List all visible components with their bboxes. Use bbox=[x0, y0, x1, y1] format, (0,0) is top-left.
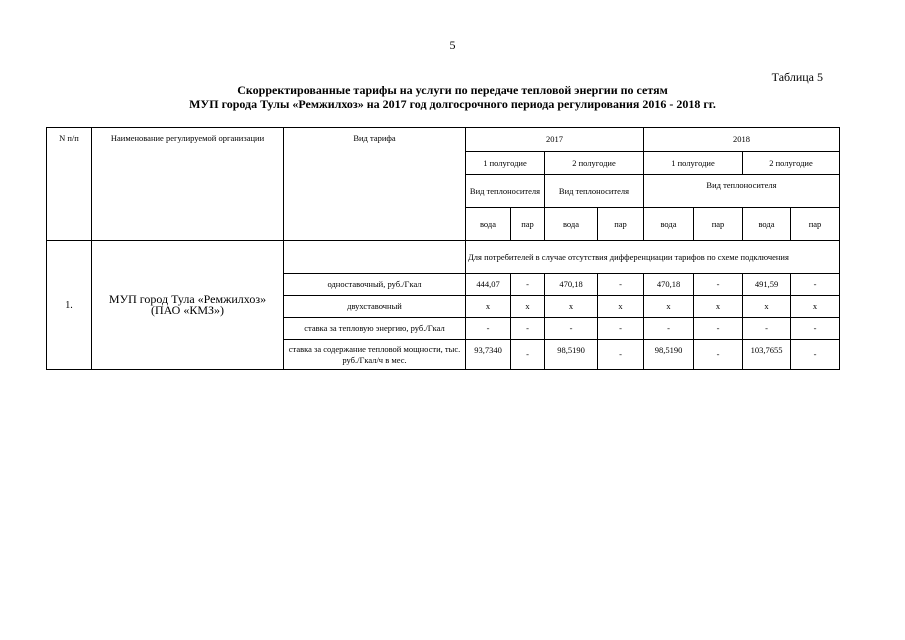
value-cell: - bbox=[466, 318, 511, 340]
value-cell: - bbox=[791, 274, 840, 296]
document-title bbox=[0, 83, 905, 111]
title-line-2: МУП города Тулы «Ремжилхоз» на 2017 год долгосрочного периода регулирования 2016 - 2018 гг. bbox=[189, 97, 716, 111]
header-2017-h2-carrier: Вид теплоносителя bbox=[545, 175, 644, 208]
value-cell: - bbox=[545, 318, 598, 340]
value-cell: x bbox=[598, 296, 644, 318]
header-2017-half-2: 2 полугодие bbox=[545, 152, 644, 175]
value-cell: - bbox=[694, 318, 743, 340]
organization-name bbox=[92, 241, 284, 370]
value-cell: - bbox=[644, 318, 694, 340]
value-cell: x bbox=[466, 296, 511, 318]
value-cell: - bbox=[511, 318, 545, 340]
header-steam: пар bbox=[694, 208, 743, 241]
consumer-note: Для потребителей в случае отсутствия дифференциации тарифов по схеме подключения bbox=[466, 241, 840, 274]
value-cell: - bbox=[511, 274, 545, 296]
value-cell: 98,5190 bbox=[545, 340, 598, 370]
header-steam: пар bbox=[791, 208, 840, 241]
value-cell: 98,5190 bbox=[644, 340, 694, 370]
row-number: 1. bbox=[47, 241, 92, 370]
tariff-label-single-rate: одноставочный, руб./Гкал bbox=[284, 274, 466, 296]
value-cell: x bbox=[511, 296, 545, 318]
header-2017-h1-carrier: Вид теплоносителя bbox=[466, 175, 545, 208]
organization-name-line-2: (ПАО «КМЗ») bbox=[150, 303, 225, 317]
value-cell: - bbox=[598, 318, 644, 340]
header-org-name: Наименование регулируемой организации bbox=[92, 128, 284, 241]
value-cell: - bbox=[743, 318, 791, 340]
value-cell: x bbox=[545, 296, 598, 318]
value-cell: - bbox=[791, 340, 840, 370]
header-water: вода bbox=[545, 208, 598, 241]
value-cell: 103,7655 bbox=[743, 340, 791, 370]
header-2017-half-1: 1 полугодие bbox=[466, 152, 545, 175]
value-cell: 470,18 bbox=[644, 274, 694, 296]
value-cell: 491,59 bbox=[743, 274, 791, 296]
header-tariff-type: Вид тарифа bbox=[284, 128, 466, 241]
value-cell: - bbox=[598, 274, 644, 296]
header-steam: пар bbox=[598, 208, 644, 241]
tariff-table bbox=[46, 127, 840, 370]
value-cell: - bbox=[598, 340, 644, 370]
header-water: вода bbox=[743, 208, 791, 241]
value-cell: - bbox=[694, 340, 743, 370]
value-cell: x bbox=[694, 296, 743, 318]
header-water: вода bbox=[644, 208, 694, 241]
header-2018-half-2: 2 полугодие bbox=[743, 152, 840, 175]
value-cell: x bbox=[791, 296, 840, 318]
header-steam: пар bbox=[511, 208, 545, 241]
value-cell: 93,7340 bbox=[466, 340, 511, 370]
tariff-label-capacity-rate: ставка за содержание тепловой мощности, тыс. руб./Гкал/ч в мес. bbox=[284, 340, 466, 370]
header-year-2018: 2018 bbox=[644, 128, 840, 152]
header-2018-carrier: Вид теплоносителя bbox=[644, 175, 840, 208]
header-year-2017: 2017 bbox=[466, 128, 644, 152]
tariff-label-two-rate: двухставочный bbox=[284, 296, 466, 318]
title-line-1: Скорректированные тарифы на услуги по передаче тепловой энергии по сетям bbox=[237, 83, 668, 97]
value-cell: - bbox=[791, 318, 840, 340]
value-cell: - bbox=[511, 340, 545, 370]
value-cell: - bbox=[694, 274, 743, 296]
header-num: N п/п bbox=[47, 128, 92, 241]
value-cell: 444,07 bbox=[466, 274, 511, 296]
header-2018-half-1: 1 полугодие bbox=[644, 152, 743, 175]
tariff-label-energy-rate: ставка за тепловую энергию, руб./Гкал bbox=[284, 318, 466, 340]
organization-name-line-1: МУП город Тула «Ремжилхоз» bbox=[108, 292, 267, 306]
value-cell: x bbox=[743, 296, 791, 318]
value-cell: 470,18 bbox=[545, 274, 598, 296]
value-cell: x bbox=[644, 296, 694, 318]
page-number: 5 bbox=[449, 38, 456, 52]
header-water: вода bbox=[466, 208, 511, 241]
empty-cell bbox=[284, 241, 466, 274]
table-label: Таблица 5 bbox=[771, 70, 823, 84]
